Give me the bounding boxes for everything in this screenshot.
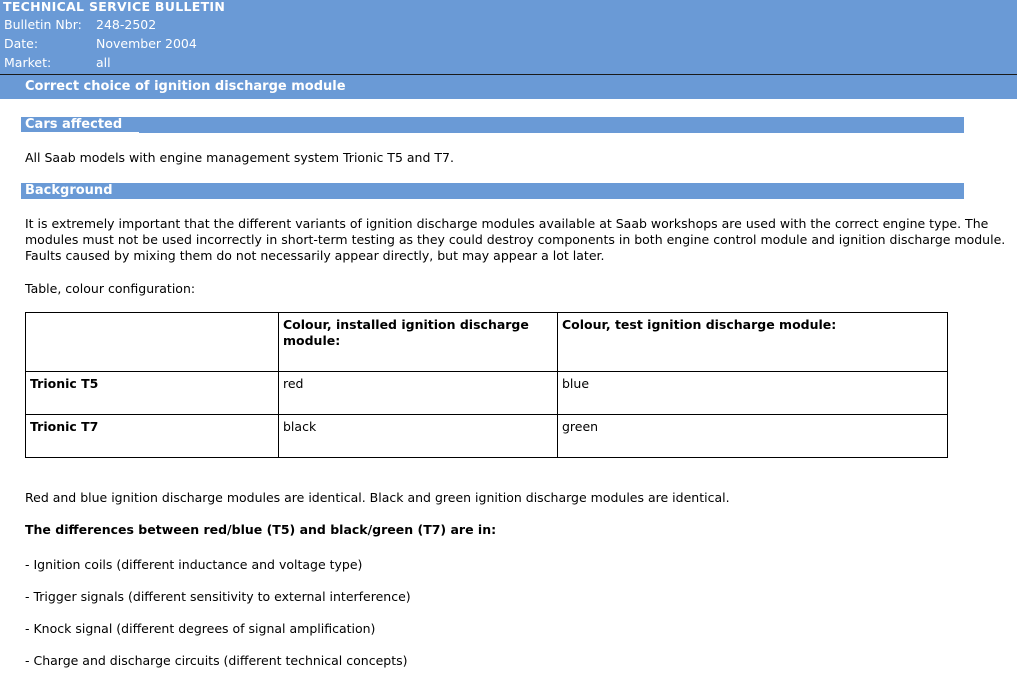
bulletin-date-label: Date: (4, 36, 39, 51)
bulletin-number-label: Bulletin Nbr: (4, 17, 82, 32)
bulletin-header (0, 0, 1017, 75)
table-header-cell (26, 313, 279, 372)
table-header-row (26, 313, 948, 372)
table-row (26, 372, 948, 415)
difference-item: - Knock signal (different degrees of signal amplification) (25, 621, 376, 636)
bulletin-date-row (4, 35, 197, 53)
table-row (26, 415, 948, 458)
table-cell-system: Trionic T7 (26, 415, 279, 458)
table-header-cell: Colour, installed ignition discharge module: (279, 313, 558, 372)
table-cell-test-colour: green (558, 415, 948, 458)
difference-item: - Charge and discharge circuits (different technical concepts) (25, 653, 408, 668)
colour-config-table (25, 312, 948, 458)
difference-item: - Trigger signals (different sensitivity to external interference) (25, 589, 411, 604)
bulletin-subject: Correct choice of ignition discharge module (0, 75, 1017, 99)
bulletin-number-row (4, 16, 156, 34)
section-title-cars-affected: Cars affected (25, 117, 123, 132)
table-caption: Table, colour configuration: (25, 281, 196, 296)
table-cell-installed-colour: black (279, 415, 558, 458)
bulletin-number-value: 248-2502 (96, 17, 157, 32)
section-title-background: Background (25, 183, 113, 198)
identical-note: Red and blue ignition discharge modules are identical. Black and green ignition discharge modules are identical. (25, 490, 730, 505)
table-header-cell: Colour, test ignition discharge module: (558, 313, 948, 372)
section-underline (21, 132, 139, 133)
bulletin-market-value: all (96, 55, 111, 70)
bulletin-market-label: Market: (4, 55, 52, 70)
cars-affected-text: All Saab models with engine management system Trionic T5 and T7. (25, 150, 454, 165)
bulletin-market-row (4, 54, 111, 72)
bulletin-date-value: November 2004 (96, 36, 197, 51)
difference-item: - Ignition coils (different inductance and voltage type) (25, 557, 363, 572)
table-cell-system: Trionic T5 (26, 372, 279, 415)
background-text: It is extremely important that the different variants of ignition discharge modules available at Saab workshops are used with the correct engine type. The modules must not be used incorrectly in short-term testing as they could destroy components in both engine control module and ignition discharge module. Faults caused by mixing them do not necessarily appear directly, but may appear a lot later. (25, 216, 1006, 263)
section-header-background (21, 183, 964, 199)
table-cell-test-colour: blue (558, 372, 948, 415)
differences-title: The differences between red/blue (T5) and black/green (T7) are in: (25, 522, 497, 537)
section-header-cars-affected (21, 117, 964, 133)
bulletin-title: TECHNICAL SERVICE BULLETIN (3, 0, 226, 14)
table-cell-installed-colour: red (279, 372, 558, 415)
